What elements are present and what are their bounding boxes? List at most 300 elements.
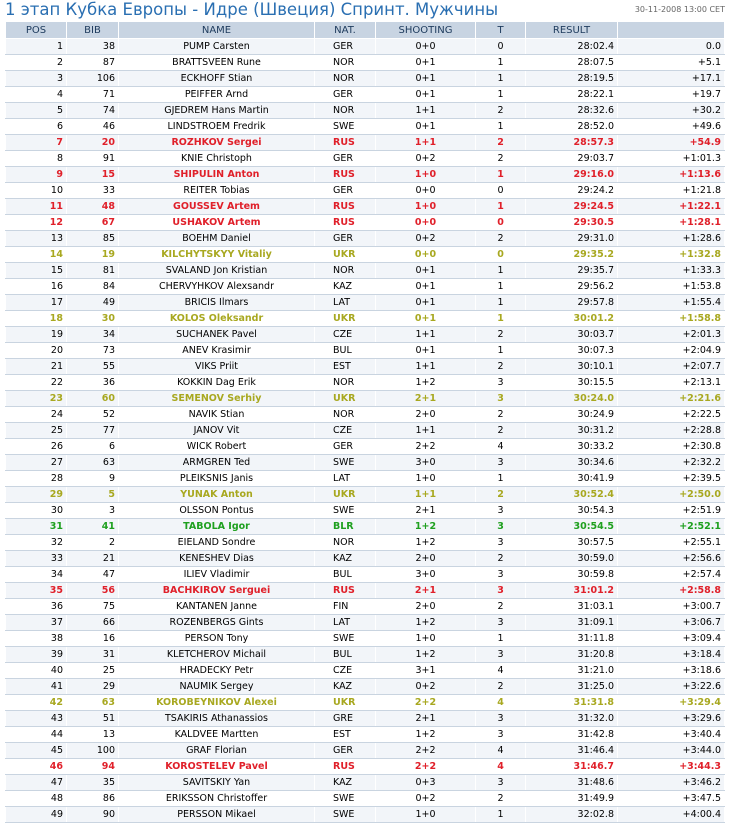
cell-athlete-name: KALDVEE Martten xyxy=(119,727,315,743)
column-header-bib[interactable]: BIB xyxy=(67,22,119,39)
table-row xyxy=(6,663,725,679)
cell-nation: CZE xyxy=(315,327,376,343)
cell-position: 16 xyxy=(6,279,67,295)
cell-athlete-name: TSAKIRIS Athanassios xyxy=(119,711,315,727)
cell-total-misses: 2 xyxy=(476,103,526,119)
cell-total-misses: 2 xyxy=(476,791,526,807)
table-row xyxy=(6,151,725,167)
column-header-pos[interactable]: POS xyxy=(6,22,67,39)
cell-bib: 41 xyxy=(67,519,119,535)
column-header-t[interactable]: T xyxy=(476,22,526,39)
cell-total-misses: 1 xyxy=(476,167,526,183)
cell-nation: LAT xyxy=(315,471,376,487)
cell-shooting: 1+2 xyxy=(376,647,476,663)
cell-nation: NOR xyxy=(315,103,376,119)
cell-total-misses: 3 xyxy=(476,375,526,391)
cell-position: 1 xyxy=(6,39,67,55)
cell-bib: 36 xyxy=(67,375,119,391)
cell-nation: KAZ xyxy=(315,679,376,695)
cell-bib: 30 xyxy=(67,311,119,327)
cell-nation: UKR xyxy=(315,311,376,327)
cell-time-behind: +3:18.4 xyxy=(618,647,725,663)
cell-position: 10 xyxy=(6,183,67,199)
cell-position: 11 xyxy=(6,199,67,215)
cell-position: 29 xyxy=(6,487,67,503)
table-row xyxy=(6,727,725,743)
table-row xyxy=(6,695,725,711)
cell-total-misses: 2 xyxy=(476,231,526,247)
cell-shooting: 2+2 xyxy=(376,743,476,759)
cell-position: 28 xyxy=(6,471,67,487)
cell-time-behind: +1:55.4 xyxy=(618,295,725,311)
cell-time-behind: +19.7 xyxy=(618,87,725,103)
table-row xyxy=(6,711,725,727)
cell-athlete-name: SVALAND Jon Kristian xyxy=(119,263,315,279)
cell-position: 24 xyxy=(6,407,67,423)
cell-nation: GER xyxy=(315,151,376,167)
cell-total-misses: 2 xyxy=(476,327,526,343)
cell-time-behind: +1:13.6 xyxy=(618,167,725,183)
cell-result-time: 30:59.8 xyxy=(526,567,618,583)
cell-position: 42 xyxy=(6,695,67,711)
cell-nation: BUL xyxy=(315,647,376,663)
cell-time-behind: +1:33.3 xyxy=(618,263,725,279)
table-row xyxy=(6,39,725,55)
cell-position: 48 xyxy=(6,791,67,807)
cell-bib: 84 xyxy=(67,279,119,295)
cell-shooting: 0+1 xyxy=(376,119,476,135)
cell-position: 45 xyxy=(6,743,67,759)
cell-athlete-name: ECKHOFF Stian xyxy=(119,71,315,87)
cell-position: 38 xyxy=(6,631,67,647)
cell-total-misses: 1 xyxy=(476,199,526,215)
cell-position: 44 xyxy=(6,727,67,743)
cell-total-misses: 4 xyxy=(476,743,526,759)
cell-shooting: 1+0 xyxy=(376,199,476,215)
cell-shooting: 1+1 xyxy=(376,135,476,151)
cell-shooting: 2+1 xyxy=(376,391,476,407)
cell-bib: 91 xyxy=(67,151,119,167)
cell-bib: 73 xyxy=(67,343,119,359)
cell-bib: 49 xyxy=(67,295,119,311)
table-row xyxy=(6,679,725,695)
cell-result-time: 31:21.0 xyxy=(526,663,618,679)
cell-bib: 38 xyxy=(67,39,119,55)
cell-total-misses: 2 xyxy=(476,407,526,423)
cell-time-behind: +2:22.5 xyxy=(618,407,725,423)
table-row xyxy=(6,519,725,535)
cell-athlete-name: ILIEV Vladimir xyxy=(119,567,315,583)
cell-result-time: 29:16.0 xyxy=(526,167,618,183)
table-row xyxy=(6,503,725,519)
cell-bib: 51 xyxy=(67,711,119,727)
table-row xyxy=(6,135,725,151)
cell-athlete-name: PLEIKSNIS Janis xyxy=(119,471,315,487)
cell-nation: RUS xyxy=(315,135,376,151)
cell-shooting: 0+0 xyxy=(376,39,476,55)
table-row xyxy=(6,759,725,775)
cell-nation: RUS xyxy=(315,759,376,775)
cell-position: 22 xyxy=(6,375,67,391)
cell-position: 37 xyxy=(6,615,67,631)
table-header-row xyxy=(6,22,725,39)
cell-result-time: 31:11.8 xyxy=(526,631,618,647)
cell-athlete-name: JANOV Vit xyxy=(119,423,315,439)
cell-time-behind: +30.2 xyxy=(618,103,725,119)
cell-athlete-name: KOLOS Oleksandr xyxy=(119,311,315,327)
cell-bib: 29 xyxy=(67,679,119,695)
cell-athlete-name: PERSON Tony xyxy=(119,631,315,647)
cell-total-misses: 3 xyxy=(476,455,526,471)
cell-position: 21 xyxy=(6,359,67,375)
table-row xyxy=(6,87,725,103)
cell-total-misses: 0 xyxy=(476,183,526,199)
cell-position: 35 xyxy=(6,583,67,599)
cell-position: 32 xyxy=(6,535,67,551)
cell-total-misses: 3 xyxy=(476,647,526,663)
cell-bib: 5 xyxy=(67,487,119,503)
cell-bib: 21 xyxy=(67,551,119,567)
cell-bib: 34 xyxy=(67,327,119,343)
cell-athlete-name: KOROBEYNIKOV Alexei xyxy=(119,695,315,711)
cell-time-behind: +1:53.8 xyxy=(618,279,725,295)
table-row xyxy=(6,71,725,87)
cell-shooting: 0+2 xyxy=(376,791,476,807)
cell-time-behind: +2:07.7 xyxy=(618,359,725,375)
cell-athlete-name: KOKKIN Dag Erik xyxy=(119,375,315,391)
cell-total-misses: 3 xyxy=(476,391,526,407)
cell-shooting: 3+0 xyxy=(376,567,476,583)
cell-position: 6 xyxy=(6,119,67,135)
column-header-nat[interactable]: NAT. xyxy=(315,22,376,39)
cell-result-time: 29:57.8 xyxy=(526,295,618,311)
cell-shooting: 0+1 xyxy=(376,55,476,71)
cell-position: 39 xyxy=(6,647,67,663)
cell-time-behind: +2:50.0 xyxy=(618,487,725,503)
cell-nation: GER xyxy=(315,183,376,199)
cell-result-time: 29:24.5 xyxy=(526,199,618,215)
cell-total-misses: 3 xyxy=(476,519,526,535)
cell-nation: CZE xyxy=(315,423,376,439)
table-row xyxy=(6,455,725,471)
table-row xyxy=(6,359,725,375)
cell-result-time: 30:52.4 xyxy=(526,487,618,503)
cell-athlete-name: KOROSTELEV Pavel xyxy=(119,759,315,775)
table-row xyxy=(6,535,725,551)
cell-athlete-name: ROZHKOV Sergei xyxy=(119,135,315,151)
table-row xyxy=(6,743,725,759)
cell-shooting: 3+0 xyxy=(376,455,476,471)
cell-position: 25 xyxy=(6,423,67,439)
table-row xyxy=(6,615,725,631)
cell-position: 9 xyxy=(6,167,67,183)
cell-time-behind: +4:00.4 xyxy=(618,807,725,823)
cell-time-behind: 0.0 xyxy=(618,39,725,55)
cell-result-time: 30:01.2 xyxy=(526,311,618,327)
cell-bib: 52 xyxy=(67,407,119,423)
cell-nation: KAZ xyxy=(315,551,376,567)
cell-nation: SWE xyxy=(315,631,376,647)
cell-shooting: 2+1 xyxy=(376,503,476,519)
cell-total-misses: 1 xyxy=(476,263,526,279)
cell-total-misses: 2 xyxy=(476,135,526,151)
cell-time-behind: +2:39.5 xyxy=(618,471,725,487)
cell-result-time: 29:35.7 xyxy=(526,263,618,279)
cell-total-misses: 3 xyxy=(476,503,526,519)
cell-shooting: 3+1 xyxy=(376,663,476,679)
cell-athlete-name: LINDSTROEM Fredrik xyxy=(119,119,315,135)
cell-athlete-name: NAVIK Stian xyxy=(119,407,315,423)
cell-shooting: 2+0 xyxy=(376,599,476,615)
cell-result-time: 30:59.0 xyxy=(526,551,618,567)
cell-result-time: 31:32.0 xyxy=(526,711,618,727)
cell-total-misses: 0 xyxy=(476,247,526,263)
cell-athlete-name: BRICIS Ilmars xyxy=(119,295,315,311)
table-row xyxy=(6,247,725,263)
cell-nation: NOR xyxy=(315,55,376,71)
cell-bib: 71 xyxy=(67,87,119,103)
table-row xyxy=(6,439,725,455)
cell-position: 30 xyxy=(6,503,67,519)
table-row xyxy=(6,295,725,311)
column-header-name[interactable]: NAME xyxy=(119,22,315,39)
cell-result-time: 30:07.3 xyxy=(526,343,618,359)
cell-bib: 87 xyxy=(67,55,119,71)
cell-time-behind: +2:57.4 xyxy=(618,567,725,583)
cell-position: 47 xyxy=(6,775,67,791)
cell-position: 41 xyxy=(6,679,67,695)
cell-position: 36 xyxy=(6,599,67,615)
cell-shooting: 0+1 xyxy=(376,295,476,311)
cell-athlete-name: PEIFFER Arnd xyxy=(119,87,315,103)
cell-time-behind: +1:28.6 xyxy=(618,231,725,247)
cell-nation: NOR xyxy=(315,375,376,391)
cell-result-time: 28:57.3 xyxy=(526,135,618,151)
cell-position: 31 xyxy=(6,519,67,535)
cell-shooting: 1+2 xyxy=(376,615,476,631)
cell-time-behind: +3:44.3 xyxy=(618,759,725,775)
cell-bib: 86 xyxy=(67,791,119,807)
cell-bib: 74 xyxy=(67,103,119,119)
cell-shooting: 0+1 xyxy=(376,263,476,279)
cell-nation: NOR xyxy=(315,263,376,279)
cell-position: 8 xyxy=(6,151,67,167)
cell-time-behind: +49.6 xyxy=(618,119,725,135)
cell-bib: 85 xyxy=(67,231,119,247)
cell-shooting: 1+1 xyxy=(376,487,476,503)
cell-total-misses: 3 xyxy=(476,727,526,743)
cell-time-behind: +17.1 xyxy=(618,71,725,87)
cell-position: 7 xyxy=(6,135,67,151)
cell-shooting: 1+0 xyxy=(376,167,476,183)
cell-total-misses: 0 xyxy=(476,215,526,231)
cell-result-time: 29:31.0 xyxy=(526,231,618,247)
cell-shooting: 0+1 xyxy=(376,343,476,359)
cell-total-misses: 1 xyxy=(476,279,526,295)
cell-position: 15 xyxy=(6,263,67,279)
cell-athlete-name: KANTANEN Janne xyxy=(119,599,315,615)
cell-position: 19 xyxy=(6,327,67,343)
cell-bib: 9 xyxy=(67,471,119,487)
cell-athlete-name: CHERVYHKOV Alexsandr xyxy=(119,279,315,295)
cell-total-misses: 1 xyxy=(476,631,526,647)
table-row xyxy=(6,775,725,791)
cell-total-misses: 1 xyxy=(476,311,526,327)
cell-total-misses: 3 xyxy=(476,535,526,551)
cell-bib: 16 xyxy=(67,631,119,647)
cell-nation: EST xyxy=(315,727,376,743)
cell-nation: SWE xyxy=(315,503,376,519)
cell-nation: SWE xyxy=(315,455,376,471)
page-title: 1 этап Кубка Европы - Идре (Швеция) Спринт. Мужчины xyxy=(5,0,499,19)
cell-total-misses: 2 xyxy=(476,599,526,615)
cell-bib: 2 xyxy=(67,535,119,551)
cell-result-time: 30:54.5 xyxy=(526,519,618,535)
table-row xyxy=(6,215,725,231)
table-row xyxy=(6,807,725,823)
cell-nation: SWE xyxy=(315,791,376,807)
race-datetime: 30-11-2008 13:00 CET xyxy=(634,5,725,14)
cell-position: 14 xyxy=(6,247,67,263)
cell-shooting: 0+1 xyxy=(376,87,476,103)
cell-shooting: 0+0 xyxy=(376,183,476,199)
cell-position: 26 xyxy=(6,439,67,455)
cell-shooting: 1+0 xyxy=(376,631,476,647)
cell-position: 43 xyxy=(6,711,67,727)
cell-time-behind: +3:09.4 xyxy=(618,631,725,647)
cell-athlete-name: KENESHEV Dias xyxy=(119,551,315,567)
cell-athlete-name: EIELAND Sondre xyxy=(119,535,315,551)
cell-nation: RUS xyxy=(315,199,376,215)
cell-nation: BLR xyxy=(315,519,376,535)
cell-bib: 19 xyxy=(67,247,119,263)
cell-nation: LAT xyxy=(315,615,376,631)
cell-result-time: 28:19.5 xyxy=(526,71,618,87)
cell-result-time: 29:24.2 xyxy=(526,183,618,199)
cell-result-time: 30:31.2 xyxy=(526,423,618,439)
cell-bib: 81 xyxy=(67,263,119,279)
cell-result-time: 30:15.5 xyxy=(526,375,618,391)
cell-total-misses: 0 xyxy=(476,39,526,55)
cell-shooting: 2+0 xyxy=(376,407,476,423)
cell-bib: 66 xyxy=(67,615,119,631)
table-row xyxy=(6,103,725,119)
cell-bib: 25 xyxy=(67,663,119,679)
cell-result-time: 31:42.8 xyxy=(526,727,618,743)
cell-athlete-name: KLETCHEROV Michail xyxy=(119,647,315,663)
cell-athlete-name: SAVITSKIY Yan xyxy=(119,775,315,791)
cell-position: 18 xyxy=(6,311,67,327)
column-header-shooting[interactable]: SHOOTING xyxy=(376,22,476,39)
cell-nation: CZE xyxy=(315,663,376,679)
cell-result-time: 28:52.0 xyxy=(526,119,618,135)
cell-result-time: 28:32.6 xyxy=(526,103,618,119)
cell-athlete-name: BACHKIROV Serguei xyxy=(119,583,315,599)
cell-shooting: 1+2 xyxy=(376,727,476,743)
cell-athlete-name: ERIKSSON Christoffer xyxy=(119,791,315,807)
cell-time-behind: +2:13.1 xyxy=(618,375,725,391)
cell-time-behind: +3:29.4 xyxy=(618,695,725,711)
cell-position: 3 xyxy=(6,71,67,87)
cell-shooting: 0+3 xyxy=(376,775,476,791)
table-row xyxy=(6,551,725,567)
cell-shooting: 2+2 xyxy=(376,759,476,775)
cell-time-behind: +1:21.8 xyxy=(618,183,725,199)
cell-time-behind: +2:32.2 xyxy=(618,455,725,471)
cell-result-time: 28:07.5 xyxy=(526,55,618,71)
cell-total-misses: 3 xyxy=(476,615,526,631)
cell-athlete-name: GOUSSEV Artem xyxy=(119,199,315,215)
cell-nation: KAZ xyxy=(315,279,376,295)
cell-result-time: 30:41.9 xyxy=(526,471,618,487)
cell-bib: 56 xyxy=(67,583,119,599)
cell-shooting: 0+1 xyxy=(376,311,476,327)
cell-result-time: 30:24.0 xyxy=(526,391,618,407)
cell-time-behind: +3:06.7 xyxy=(618,615,725,631)
cell-time-behind: +1:28.1 xyxy=(618,215,725,231)
cell-shooting: 0+2 xyxy=(376,231,476,247)
cell-shooting: 2+1 xyxy=(376,583,476,599)
table-row xyxy=(6,391,725,407)
cell-nation: UKR xyxy=(315,695,376,711)
cell-nation: GRE xyxy=(315,711,376,727)
cell-result-time: 31:49.9 xyxy=(526,791,618,807)
cell-time-behind: +5.1 xyxy=(618,55,725,71)
cell-result-time: 31:48.6 xyxy=(526,775,618,791)
cell-nation: GER xyxy=(315,439,376,455)
cell-shooting: 1+0 xyxy=(376,807,476,823)
cell-bib: 13 xyxy=(67,727,119,743)
cell-bib: 20 xyxy=(67,135,119,151)
table-row xyxy=(6,567,725,583)
cell-total-misses: 4 xyxy=(476,663,526,679)
table-row xyxy=(6,791,725,807)
table-row xyxy=(6,583,725,599)
cell-result-time: 31:46.4 xyxy=(526,743,618,759)
cell-bib: 35 xyxy=(67,775,119,791)
cell-athlete-name: ARMGREN Ted xyxy=(119,455,315,471)
cell-time-behind: +3:46.2 xyxy=(618,775,725,791)
cell-athlete-name: WICK Robert xyxy=(119,439,315,455)
cell-time-behind: +3:00.7 xyxy=(618,599,725,615)
cell-bib: 33 xyxy=(67,183,119,199)
table-row xyxy=(6,183,725,199)
cell-nation: GER xyxy=(315,743,376,759)
cell-time-behind: +1:32.8 xyxy=(618,247,725,263)
cell-athlete-name: SUCHANEK Pavel xyxy=(119,327,315,343)
cell-position: 4 xyxy=(6,87,67,103)
cell-shooting: 1+1 xyxy=(376,359,476,375)
column-header-result[interactable]: RESULT xyxy=(526,22,618,39)
cell-bib: 67 xyxy=(67,215,119,231)
cell-time-behind: +2:28.8 xyxy=(618,423,725,439)
table-row xyxy=(6,327,725,343)
cell-result-time: 29:30.5 xyxy=(526,215,618,231)
cell-time-behind: +1:58.8 xyxy=(618,311,725,327)
cell-position: 17 xyxy=(6,295,67,311)
cell-athlete-name: YUNAK Anton xyxy=(119,487,315,503)
cell-time-behind: +2:55.1 xyxy=(618,535,725,551)
cell-result-time: 31:01.2 xyxy=(526,583,618,599)
cell-athlete-name: PERSSON Mikael xyxy=(119,807,315,823)
cell-athlete-name: ROZENBERGS Gints xyxy=(119,615,315,631)
cell-position: 27 xyxy=(6,455,67,471)
cell-time-behind: +3:29.6 xyxy=(618,711,725,727)
cell-total-misses: 3 xyxy=(476,583,526,599)
cell-athlete-name: VIKS Priit xyxy=(119,359,315,375)
cell-bib: 106 xyxy=(67,71,119,87)
table-row xyxy=(6,279,725,295)
